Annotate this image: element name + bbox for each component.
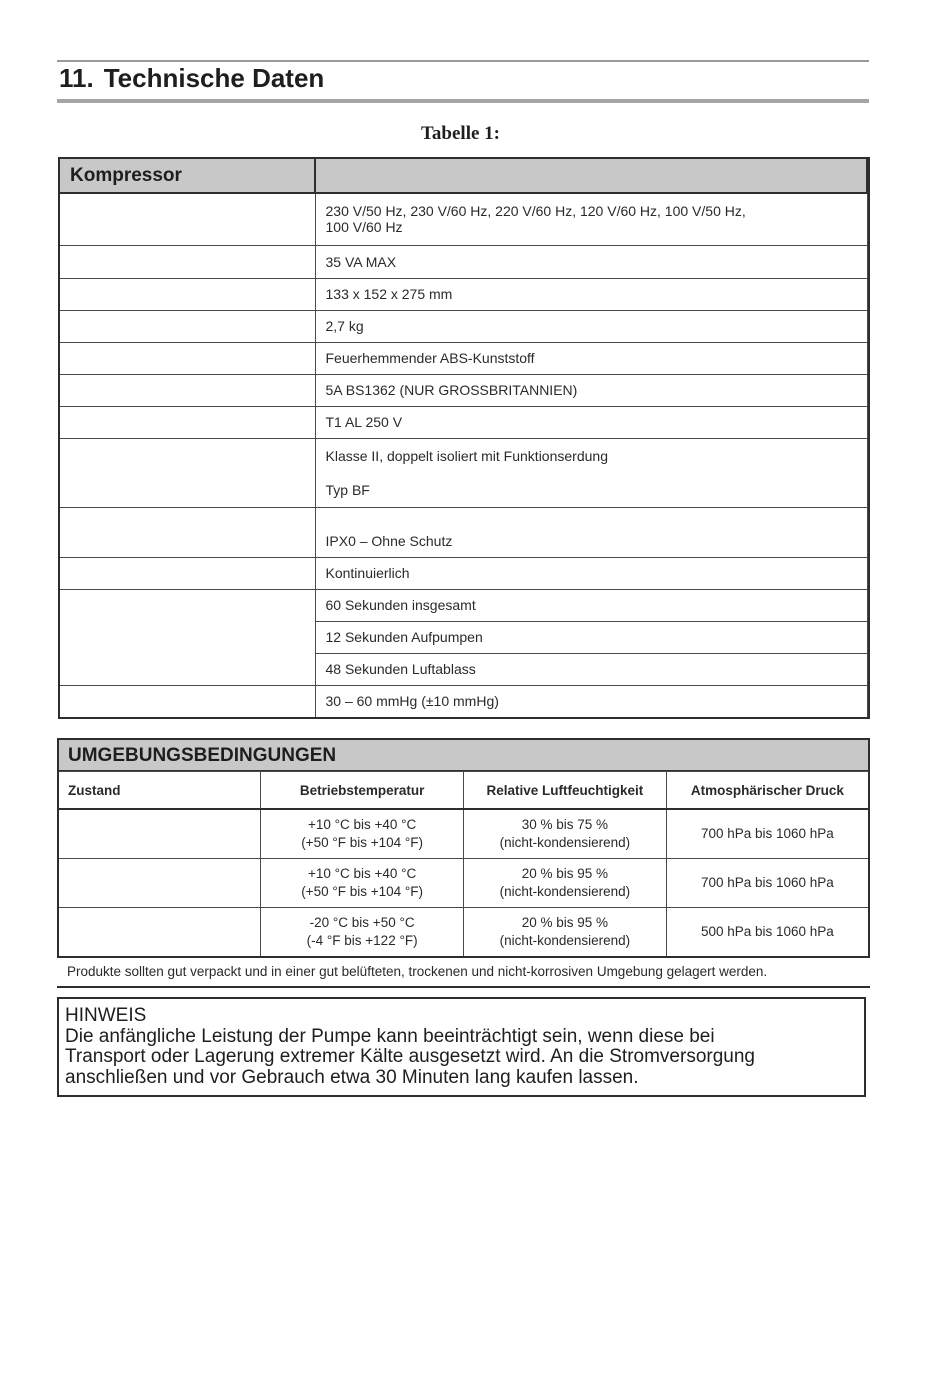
- table-row: [59, 193, 867, 245]
- humidity-cell: [464, 908, 667, 958]
- row-value-cell: 2,7 kg: [315, 310, 867, 342]
- col-header-pressure: Atmosphärischer Druck: [666, 772, 869, 810]
- humidity-cell: [464, 859, 667, 908]
- row-value-cell: 12 Sekunden Aufpumpen: [315, 621, 867, 653]
- table-row: [59, 406, 867, 438]
- table-row: [59, 310, 867, 342]
- row-label-cell: [59, 374, 315, 406]
- state-cell: [58, 859, 261, 908]
- section-heading: [59, 63, 324, 94]
- section-title: Technische Daten: [103, 63, 325, 93]
- heading-rule-bottom: [57, 99, 869, 103]
- environment-table: [57, 771, 870, 958]
- humidity-note: (nicht-kondensierend): [499, 933, 631, 948]
- table-row: [59, 374, 867, 406]
- row-label-cell: [59, 406, 315, 438]
- table-row: [59, 507, 867, 557]
- humidity-range: 20 % bis 95 %: [521, 866, 609, 881]
- compressor-header: Kompressor: [59, 158, 315, 193]
- compressor-header-empty: [315, 158, 867, 193]
- row-value-cell: Kontinuierlich: [315, 557, 867, 589]
- row-value-cell: 133 x 152 x 275 mm: [315, 278, 867, 310]
- table-caption: Tabelle 1:: [421, 123, 500, 144]
- value-line: 100 V/60 Hz: [325, 219, 403, 236]
- note-box: [57, 997, 866, 1097]
- row-label-cell: [59, 245, 315, 278]
- temperature-fahrenheit: (+50 °F bis +104 °F): [301, 835, 424, 850]
- row-value-cell: 30 – 60 mmHg (±10 mmHg): [315, 685, 867, 717]
- pressure-cell: 700 hPa bis 1060 hPa: [666, 809, 869, 859]
- table-row: [59, 557, 867, 589]
- row-value-cell: [315, 438, 867, 507]
- temperature-cell: [261, 809, 464, 859]
- environment-section: [57, 738, 870, 988]
- table-row: [59, 342, 867, 374]
- note-line: Transport oder Lagerung extremer Kälte ausgesetzt wird. An die Stromversorgung: [65, 1046, 755, 1067]
- note-line: anschließen und vor Gebrauch etwa 30 Minuten lang kaufen lassen.: [65, 1066, 639, 1088]
- value-line: Typ BF: [325, 481, 370, 498]
- row-label-cell: [59, 438, 315, 507]
- row-value-cell: 35 VA MAX: [315, 245, 867, 278]
- note-line: Die anfängliche Leistung der Pumpe kann beeinträchtigt sein, wenn diese bei: [65, 1025, 715, 1047]
- col-header-temperature: Betriebstemperatur: [261, 772, 464, 810]
- table-row: [58, 859, 869, 908]
- row-value-cell: Feuerhemmender ABS-Kunststoff: [315, 342, 867, 374]
- col-header-humidity: Relative Luftfeuchtigkeit: [464, 772, 667, 810]
- temperature-fahrenheit: (-4 °F bis +122 °F): [306, 933, 418, 948]
- pressure-cell: 700 hPa bis 1060 hPa: [666, 859, 869, 908]
- environment-header-row: [58, 772, 869, 810]
- environment-footnote: Produkte sollten gut verpackt und in einer gut belüfteten, trockenen und nicht-korrosiven Umgebung gelagert werden.: [57, 958, 870, 988]
- temperature-celsius: +10 °C bis +40 °C: [307, 866, 417, 881]
- row-value-cell: IPX0 – Ohne Schutz: [315, 507, 867, 557]
- row-label-cell: [59, 685, 315, 717]
- row-label-cell: [59, 342, 315, 374]
- section-number: 11.: [59, 63, 94, 93]
- table-row: [59, 438, 867, 507]
- humidity-cell: [464, 809, 667, 859]
- row-label-cell: [59, 589, 315, 685]
- table-row: [59, 589, 867, 621]
- temperature-celsius: +10 °C bis +40 °C: [307, 817, 417, 832]
- row-value-cell: 60 Sekunden insgesamt: [315, 589, 867, 621]
- row-value-cell: T1 AL 250 V: [315, 406, 867, 438]
- value-line: 230 V/50 Hz, 230 V/60 Hz, 220 V/60 Hz, 120 V/60 Hz, 100 V/50 Hz,: [325, 203, 746, 220]
- row-label-cell: [59, 193, 315, 245]
- row-value-cell: [315, 193, 867, 245]
- temperature-fahrenheit: (+50 °F bis +104 °F): [301, 884, 424, 899]
- table-row: [58, 908, 869, 958]
- humidity-range: 20 % bis 95 %: [521, 915, 609, 930]
- col-header-state: Zustand: [58, 772, 261, 810]
- row-value-cell: 48 Sekunden Luftablass: [315, 653, 867, 685]
- row-value-cell: 5A BS1362 (NUR GROSSBRITANNIEN): [315, 374, 867, 406]
- heading-rule-top: [57, 60, 869, 62]
- row-label-cell: [59, 557, 315, 589]
- compressor-table-header-row: [59, 158, 867, 193]
- table-row: [59, 245, 867, 278]
- compressor-table: [58, 157, 868, 718]
- temperature-cell: [261, 908, 464, 958]
- humidity-note: (nicht-kondensierend): [499, 835, 631, 850]
- state-cell: [58, 908, 261, 958]
- row-label-cell: [59, 310, 315, 342]
- humidity-note: (nicht-kondensierend): [499, 884, 631, 899]
- pressure-cell: 500 hPa bis 1060 hPa: [666, 908, 869, 958]
- humidity-range: 30 % bis 75 %: [521, 817, 609, 832]
- table-row: [59, 685, 867, 717]
- environment-title: UMGEBUNGSBEDINGUNGEN: [57, 738, 870, 771]
- value-line: Klasse II, doppelt isoliert mit Funktionserdung: [325, 447, 608, 464]
- note-label: HINWEIS: [65, 1005, 147, 1026]
- temperature-cell: [261, 859, 464, 908]
- state-cell: [58, 809, 261, 859]
- row-label-cell: [59, 278, 315, 310]
- table-row: [59, 278, 867, 310]
- row-label-cell: [59, 507, 315, 557]
- table-row: [58, 809, 869, 859]
- temperature-celsius: -20 °C bis +50 °C: [309, 915, 415, 930]
